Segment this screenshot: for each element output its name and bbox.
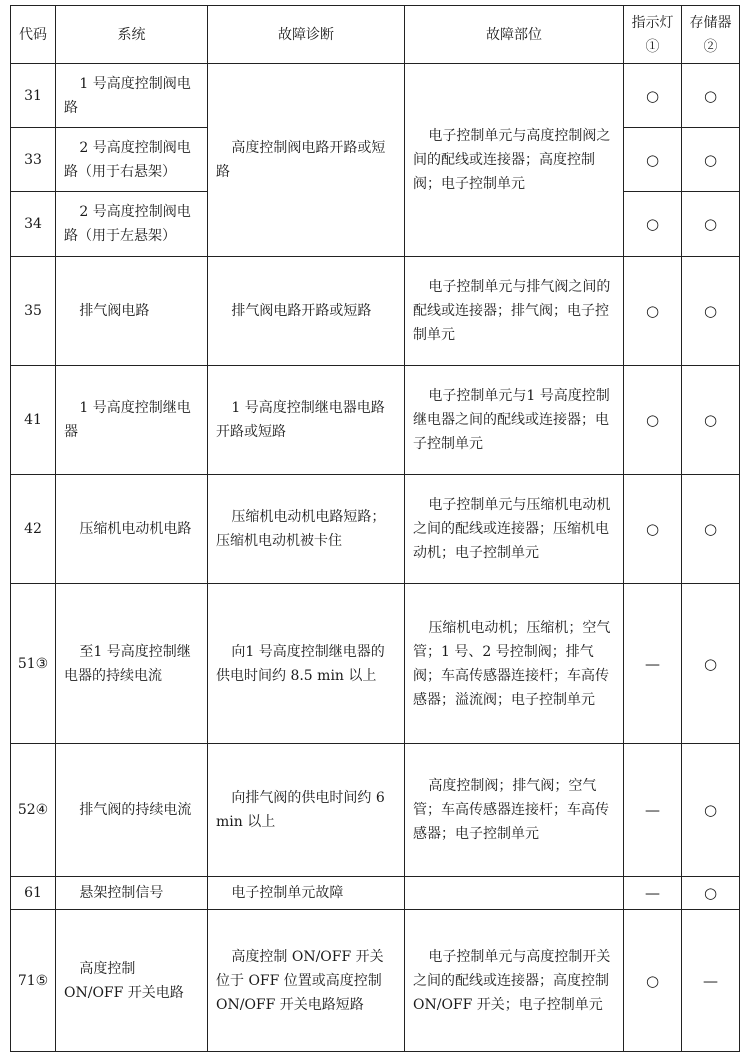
system-cell: 1 号高度控制继电器 xyxy=(56,366,208,475)
header-row xyxy=(11,6,740,64)
fault-code-table xyxy=(10,5,740,1052)
location-cell: 电子控制单元与排气阀之间的配线或连接器；排气阀；电子控制单元 xyxy=(405,257,624,366)
code-cell: 41 xyxy=(11,366,56,475)
memory-cell: ○ xyxy=(682,192,740,257)
memory-cell: ○ xyxy=(682,128,740,192)
code-cell: 52④ xyxy=(11,744,56,877)
table-row xyxy=(11,744,740,877)
memory-cell: ○ xyxy=(682,744,740,877)
code-cell: 51③ xyxy=(11,584,56,744)
table-row xyxy=(11,475,740,584)
indicator-cell: — xyxy=(624,584,682,744)
indicator-cell: ○ xyxy=(624,192,682,257)
location-cell: 电子控制单元与1 号高度控制继电器之间的配线或连接器；电子控制单元 xyxy=(405,366,624,475)
header-diagnosis: 故障诊断 xyxy=(208,6,405,64)
system-cell: 排气阀的持续电流 xyxy=(56,744,208,877)
diagnosis-cell: 向排气阀的供电时间约 6 min 以上 xyxy=(208,744,405,877)
header-memory: 存储器② xyxy=(682,6,740,64)
indicator-cell: ○ xyxy=(624,910,682,1052)
memory-cell: — xyxy=(682,910,740,1052)
header-system: 系统 xyxy=(56,6,208,64)
system-cell: 排气阀电路 xyxy=(56,257,208,366)
code-cell: 61 xyxy=(11,877,56,910)
diagnosis-cell: 1 号高度控制继电器电路开路或短路 xyxy=(208,366,405,475)
diagnosis-cell: 压缩机电动机电路短路；压缩机电动机被卡住 xyxy=(208,475,405,584)
code-cell: 31 xyxy=(11,64,56,128)
indicator-cell: ○ xyxy=(624,366,682,475)
code-cell: 42 xyxy=(11,475,56,584)
header-code: 代码 xyxy=(11,6,56,64)
indicator-cell: ○ xyxy=(624,475,682,584)
memory-cell: ○ xyxy=(682,877,740,910)
location-cell: 电子控制单元与高度控制开关之间的配线或连接器；高度控制 ON/OFF 开关；电子控制单元 xyxy=(405,910,624,1052)
indicator-cell: — xyxy=(624,877,682,910)
system-cell: 压缩机电动机电路 xyxy=(56,475,208,584)
table-row xyxy=(11,257,740,366)
diagnosis-cell: 向1 号高度控制继电器的供电时间约 8.5 min 以上 xyxy=(208,584,405,744)
table-row xyxy=(11,366,740,475)
memory-cell: ○ xyxy=(682,584,740,744)
system-cell: 至1 号高度控制继电器的持续电流 xyxy=(56,584,208,744)
header-indicator: 指示灯① xyxy=(624,6,682,64)
system-cell: 1 号高度控制阀电路 xyxy=(56,64,208,128)
code-cell: 33 xyxy=(11,128,56,192)
header-location: 故障部位 xyxy=(405,6,624,64)
diagnosis-cell: 排气阀电路开路或短路 xyxy=(208,257,405,366)
memory-cell: ○ xyxy=(682,475,740,584)
indicator-cell: — xyxy=(624,744,682,877)
memory-cell: ○ xyxy=(682,257,740,366)
location-cell xyxy=(405,877,624,910)
location-cell: 高度控制阀；排气阀；空气管；车高传感器连接杆；车高传感器；电子控制单元 xyxy=(405,744,624,877)
memory-cell: ○ xyxy=(682,64,740,128)
system-cell: 悬架控制信号 xyxy=(56,877,208,910)
indicator-cell: ○ xyxy=(624,128,682,192)
indicator-cell: ○ xyxy=(624,257,682,366)
location-cell: 压缩机电动机；压缩机；空气管；1 号、2 号控制阀；排气阀；车高传感器连接杆；车高传感器；溢流阀；电子控制单元 xyxy=(405,584,624,744)
system-cell: 2 号高度控制阀电路（用于左悬架） xyxy=(56,192,208,257)
diagnosis-cell: 电子控制单元故障 xyxy=(208,877,405,910)
indicator-cell: ○ xyxy=(624,64,682,128)
code-cell: 35 xyxy=(11,257,56,366)
system-cell: 2 号高度控制阀电路（用于右悬架） xyxy=(56,128,208,192)
table-row xyxy=(11,910,740,1052)
code-cell: 71⑤ xyxy=(11,910,56,1052)
code-cell: 34 xyxy=(11,192,56,257)
location-cell: 电子控制单元与高度控制阀之间的配线或连接器；高度控制阀；电子控制单元 xyxy=(405,64,624,257)
table-row xyxy=(11,584,740,744)
diagnosis-cell: 高度控制 ON/OFF 开关位于 OFF 位置或高度控制 ON/OFF 开关电路短路 xyxy=(208,910,405,1052)
table-row xyxy=(11,877,740,910)
system-cell: 高度控制 ON/OFF 开关电路 xyxy=(56,910,208,1052)
location-cell: 电子控制单元与压缩机电动机之间的配线或连接器；压缩机电动机；电子控制单元 xyxy=(405,475,624,584)
table-row xyxy=(11,64,740,128)
memory-cell: ○ xyxy=(682,366,740,475)
diagnosis-cell: 高度控制阀电路开路或短路 xyxy=(208,64,405,257)
